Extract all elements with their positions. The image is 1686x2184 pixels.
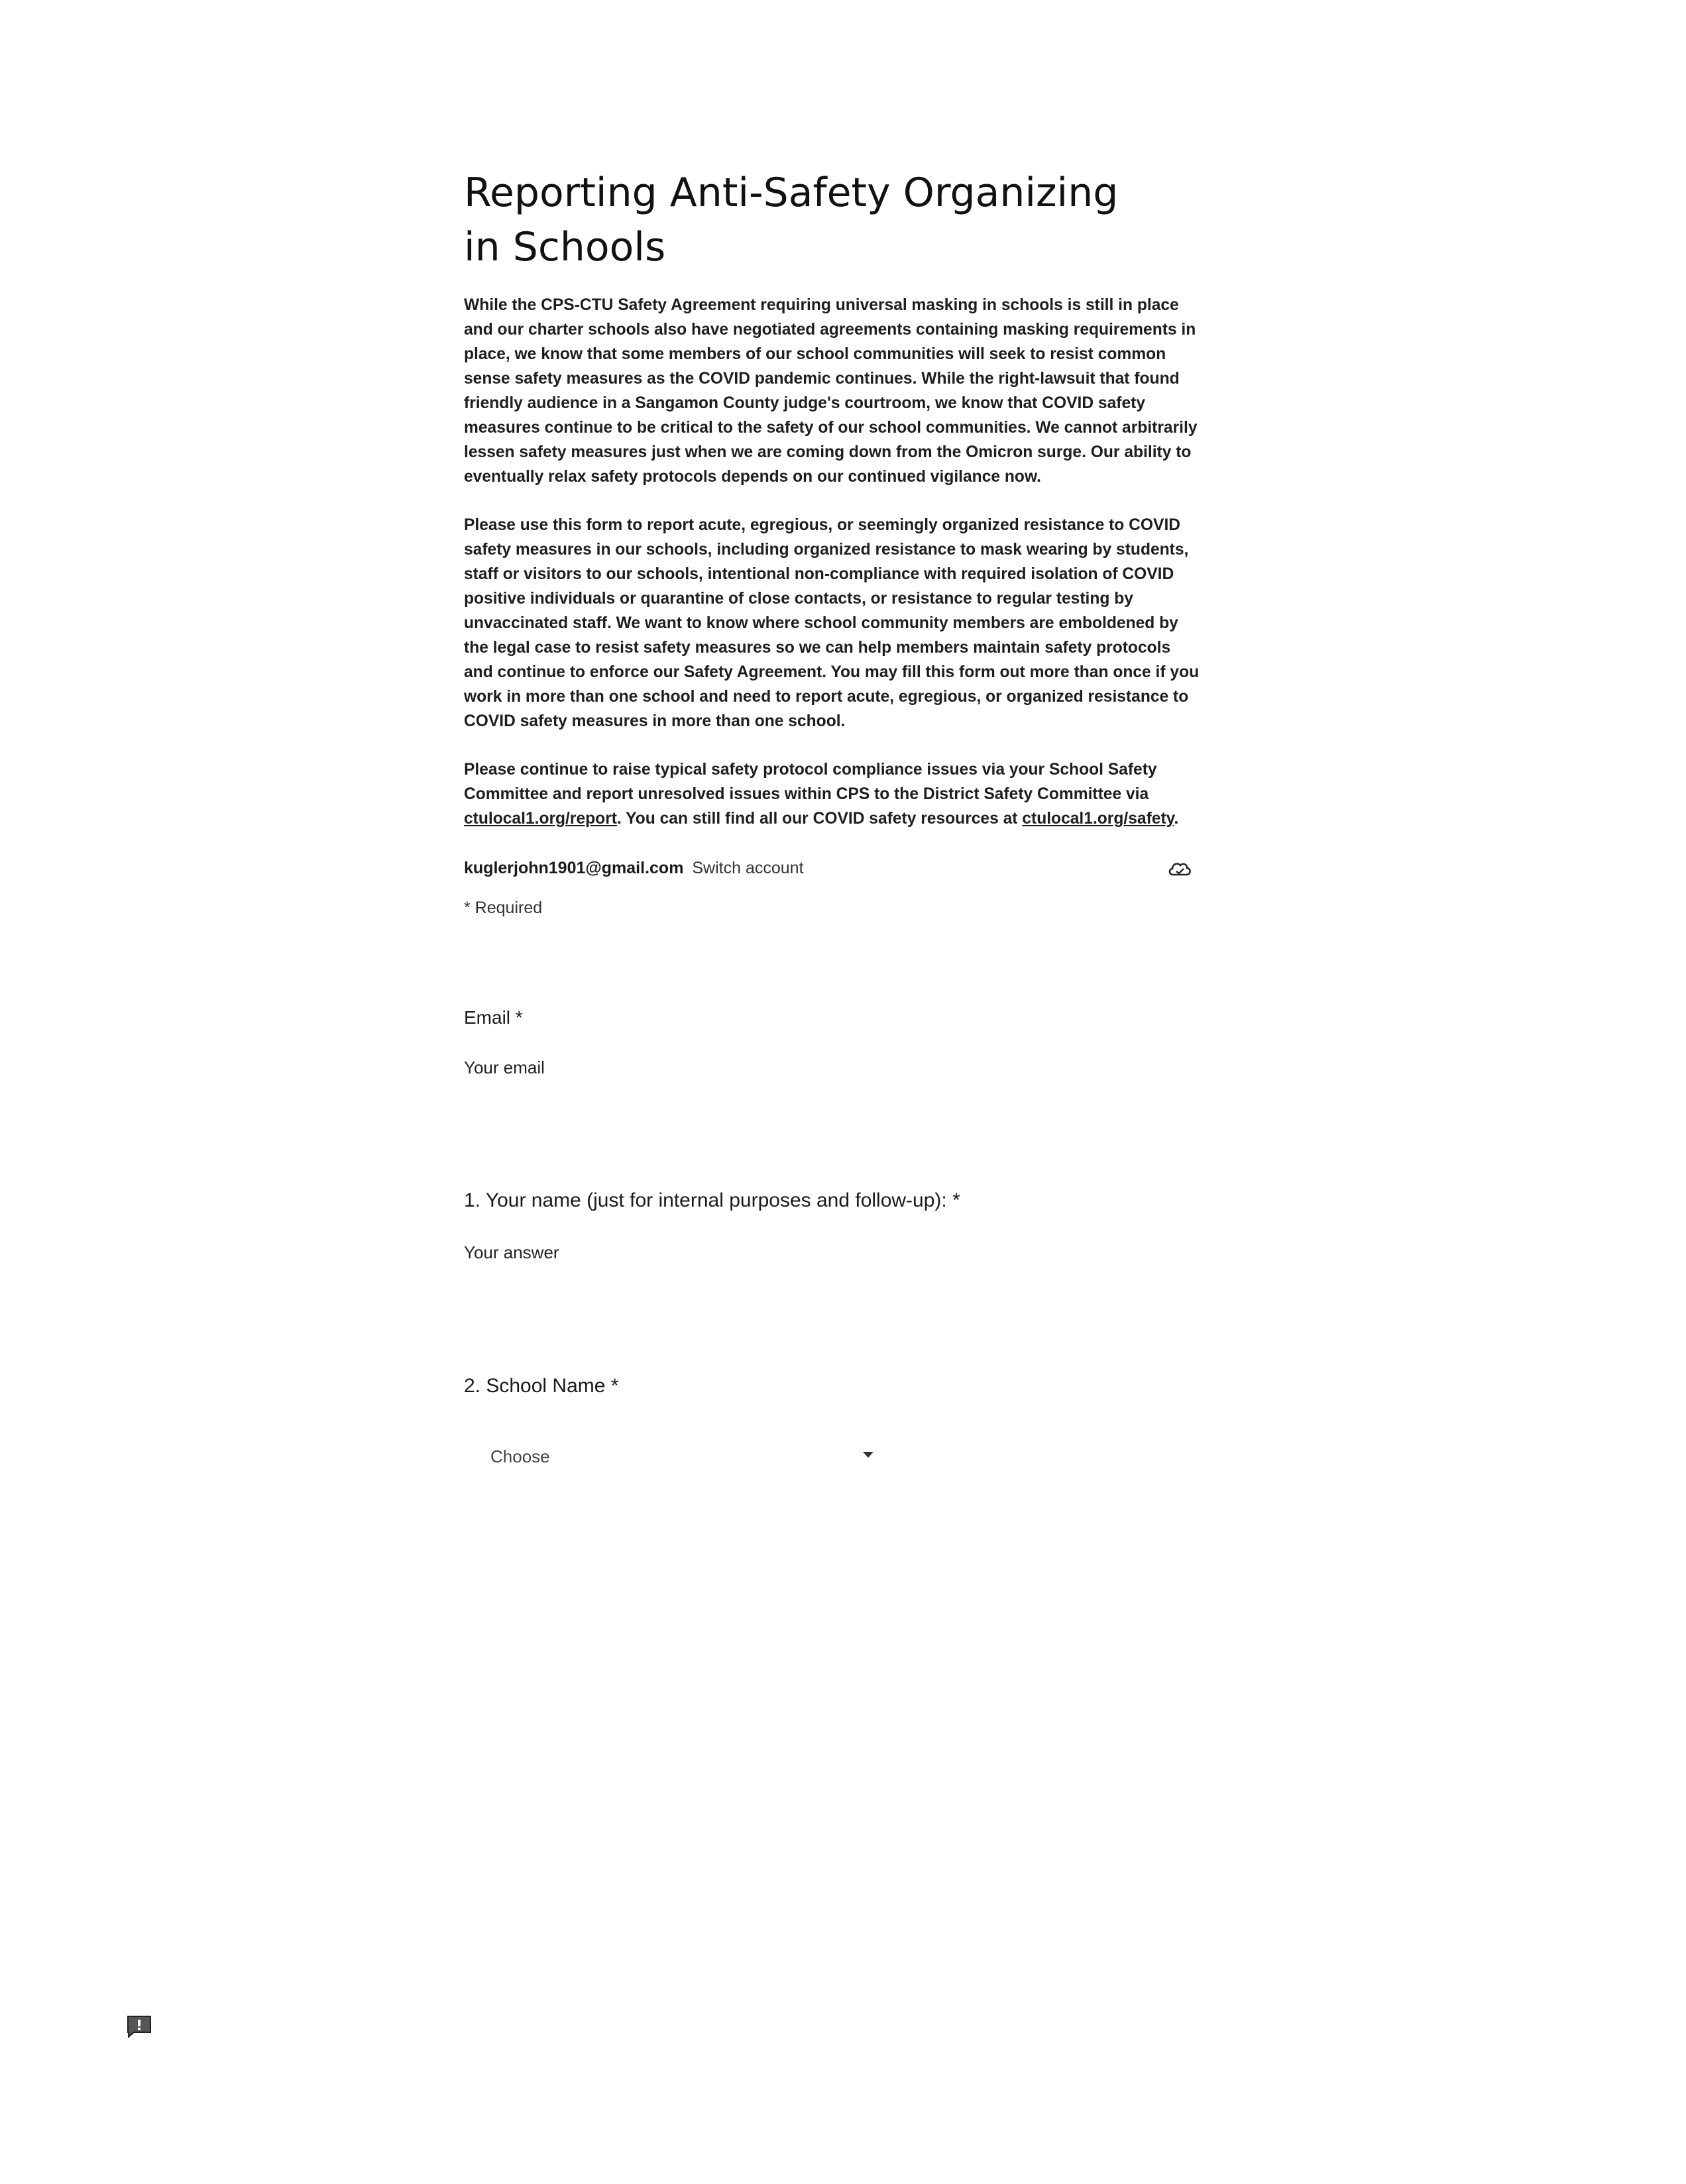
name-question — [464, 1189, 960, 1263]
school-select[interactable] — [490, 1440, 875, 1473]
form-description-paragraph-1: While the CPS-CTU Safety Agreement requiring universal masking in schools is still in place and our charter schools also have negotiated agreements containing masking requirements in place, we know that some members of our school communities will seek to resist common sense safety measures as the COVID pandemic continues. While the right-lawsuit that found friendly audience in a Sangamon County judge's courtroom, we know that COVID safety measures continue to be critical to the safety of our school communities. We cannot arbitrarily lessen safety measures just when we are coming down from the Omicron surge. Our ability to eventually relax safety protocols depends on our continued vigilance now. — [464, 296, 1198, 486]
school-question — [464, 1375, 875, 1473]
paragraph-3-text-start: Please continue to raise typical safety protocol compliance issues via your School Safety Committee and report unresolved issues within CPS to the District Safety Committee via — [464, 761, 1157, 803]
cloud-icon — [1166, 857, 1193, 879]
form-description-paragraph-2: Please use this form to report acute, egregious, or seemingly organized resistance to COVID safety measures in our schools, including organized resistance to mask wearing by students, staff or visitors to our schools, intentional non-compliance with required isolation of COVID positive individuals or quarantine of close contacts, or resistance to regular testing by unvaccinated staff. We want to know where school community members are emboldened by the legal case to resist safety measures so we can help members maintain safety protocols and continue to enforce our Safety Agreement. You may fill this form out more than once if you work in more than one school and need to report acute, egregious, or organized resistance to COVID safety measures in more than one school. — [464, 516, 1200, 730]
form-description-paragraph-3 — [464, 757, 1200, 831]
name-input[interactable] — [464, 1242, 862, 1263]
report-link[interactable]: ctulocal1.org/report — [464, 810, 617, 828]
switch-account-link[interactable]: Switch account — [692, 859, 804, 877]
email-question-label: Email * — [464, 1007, 523, 1028]
form-title: Reporting Anti-Safety Organizing in Schools — [464, 170, 1119, 270]
safety-link[interactable]: ctulocal1.org/safety — [1022, 810, 1174, 828]
account-row — [464, 855, 1200, 881]
name-question-label: 1. Your name (just for internal purposes and follow-up): * — [464, 1189, 960, 1211]
email-input[interactable] — [464, 1058, 862, 1078]
paragraph-3-text-middle: . You can still find all our COVID safety resources at — [616, 810, 1023, 828]
chevron-down-icon — [862, 1450, 875, 1460]
feedback-icon[interactable] — [126, 2014, 152, 2038]
paragraph-3-text-end: . — [1174, 810, 1179, 828]
account-email: kuglerjohn1901@gmail.com — [464, 859, 684, 877]
form-page — [464, 166, 1200, 918]
school-select-value: Choose — [490, 1447, 550, 1466]
school-question-label: 2. School Name * — [464, 1375, 619, 1397]
email-question — [464, 1007, 862, 1078]
required-note: * Required — [464, 899, 543, 917]
